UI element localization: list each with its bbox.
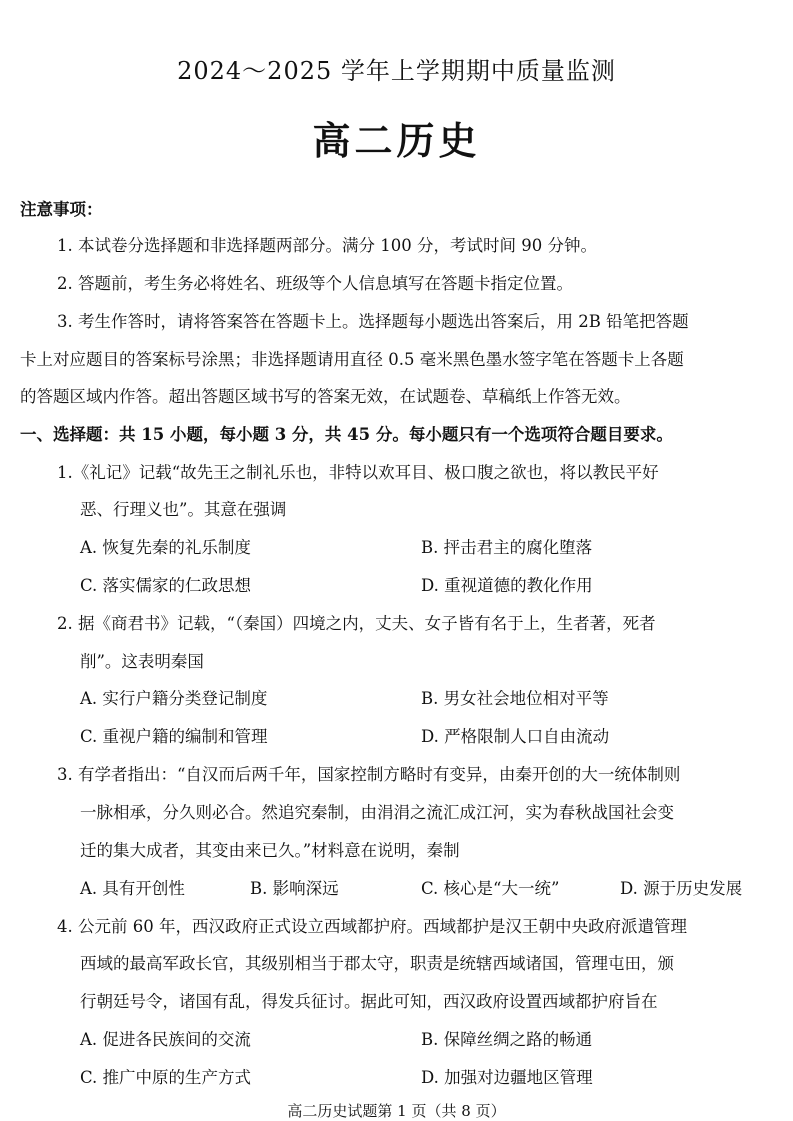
question-3-option-c: C. 核心是“大一统” <box>421 879 560 898</box>
question-2-option-c: C. 重视户籍的编制和管理 <box>80 727 268 746</box>
notice-item-3-line-2: 卡上对应题目的答案标号涂黑；非选择题请用直径 0.5 毫米黑色墨水签字笔在答题卡上各题 <box>20 350 684 369</box>
question-3-option-a: A. 具有开创性 <box>80 879 185 898</box>
section-heading: 一、选择题：共 15 小题，每小题 3 分，共 45 分。每小题只有一个选项符合题目要求。 <box>20 425 673 444</box>
question-3-option-d: D. 源于历史发展 <box>620 879 743 898</box>
notice-item-1: 1. 本试卷分选择题和非选择题两部分。满分 100 分，考试时间 90 分钟。 <box>57 236 597 255</box>
notice-item-3-line-3: 的答题区域内作答。超出答题区域书写的答案无效，在试题卷、草稿纸上作答无效。 <box>20 387 631 406</box>
question-3-line-1: 3. 有学者指出：“自汉而后两千年，国家控制方略时有变异，由秦开创的大一统体制则 <box>57 765 681 784</box>
question-4-option-d: D. 加强对边疆地区管理 <box>421 1068 593 1087</box>
question-3-line-3: 迁的集大成者，其变由来已久。”材料意在说明，秦制 <box>80 841 460 860</box>
question-1-option-d: D. 重视道德的教化作用 <box>421 576 593 595</box>
question-3-line-2: 一脉相承，分久则必合。然追究秦制，由涓涓之流汇成江河，实为春秋战国社会变 <box>80 803 674 822</box>
question-2-option-a: A. 实行户籍分类登记制度 <box>80 689 268 708</box>
question-2-option-d: D. 严格限制人口自由流动 <box>421 727 610 746</box>
subject-title: 高二历史 <box>312 118 481 163</box>
question-2-option-b: B. 男女社会地位相对平等 <box>421 689 609 708</box>
exam-title: 2024～2025 学年上学期期中质量监测 <box>177 57 616 85</box>
question-1-line-2: 恶、行理义也”。其意在强调 <box>80 500 287 519</box>
notice-item-3-line-1: 3. 考生作答时，请将答案答在答题卡上。选择题每小题选出答案后，用 2B 铅笔把答题 <box>57 312 689 331</box>
question-1-option-a: A. 恢复先秦的礼乐制度 <box>80 538 251 557</box>
question-4-option-c: C. 推广中原的生产方式 <box>80 1068 252 1087</box>
question-4-line-1: 4. 公元前 60 年，西汉政府正式设立西域都护府。西域都护是汉王朝中央政府派遣管理 <box>57 917 687 936</box>
question-4-line-2: 西域的最高军政长官，其级别相当于郡太守，职责是统辖西域诸国，管理屯田，颁 <box>80 954 674 973</box>
question-2-line-1: 2. 据《商君书》记载，“（秦国）四境之内，丈夫、女子皆有名于上，生者著，死者 <box>57 614 656 633</box>
question-3-option-b: B. 影响深远 <box>250 879 339 898</box>
question-2-line-2: 削”。这表明秦国 <box>80 652 204 671</box>
question-4-option-a: A. 促进各民族间的交流 <box>80 1030 251 1049</box>
notice-item-2: 2. 答题前，考生务必将姓名、班级等个人信息填写在答题卡指定位置。 <box>57 274 573 293</box>
question-1-option-c: C. 落实儒家的仁政思想 <box>80 576 252 595</box>
question-4-option-b: B. 保障丝绸之路的畅通 <box>421 1030 593 1049</box>
question-1-line-1: 1.《礼记》记载“故先王之制礼乐也，非特以欢耳目、极口腹之欲也，将以教民平好 <box>57 463 659 482</box>
notice-heading: 注意事项： <box>20 200 103 219</box>
question-4-line-3: 行朝廷号令，诸国有乱，得发兵征讨。据此可知，西汉政府设置西域都护府旨在 <box>80 992 658 1011</box>
page-footer: 高二历史试题第 1 页（共 8 页） <box>287 1102 506 1120</box>
question-1-option-b: B. 抨击君主的腐化堕落 <box>421 538 593 557</box>
